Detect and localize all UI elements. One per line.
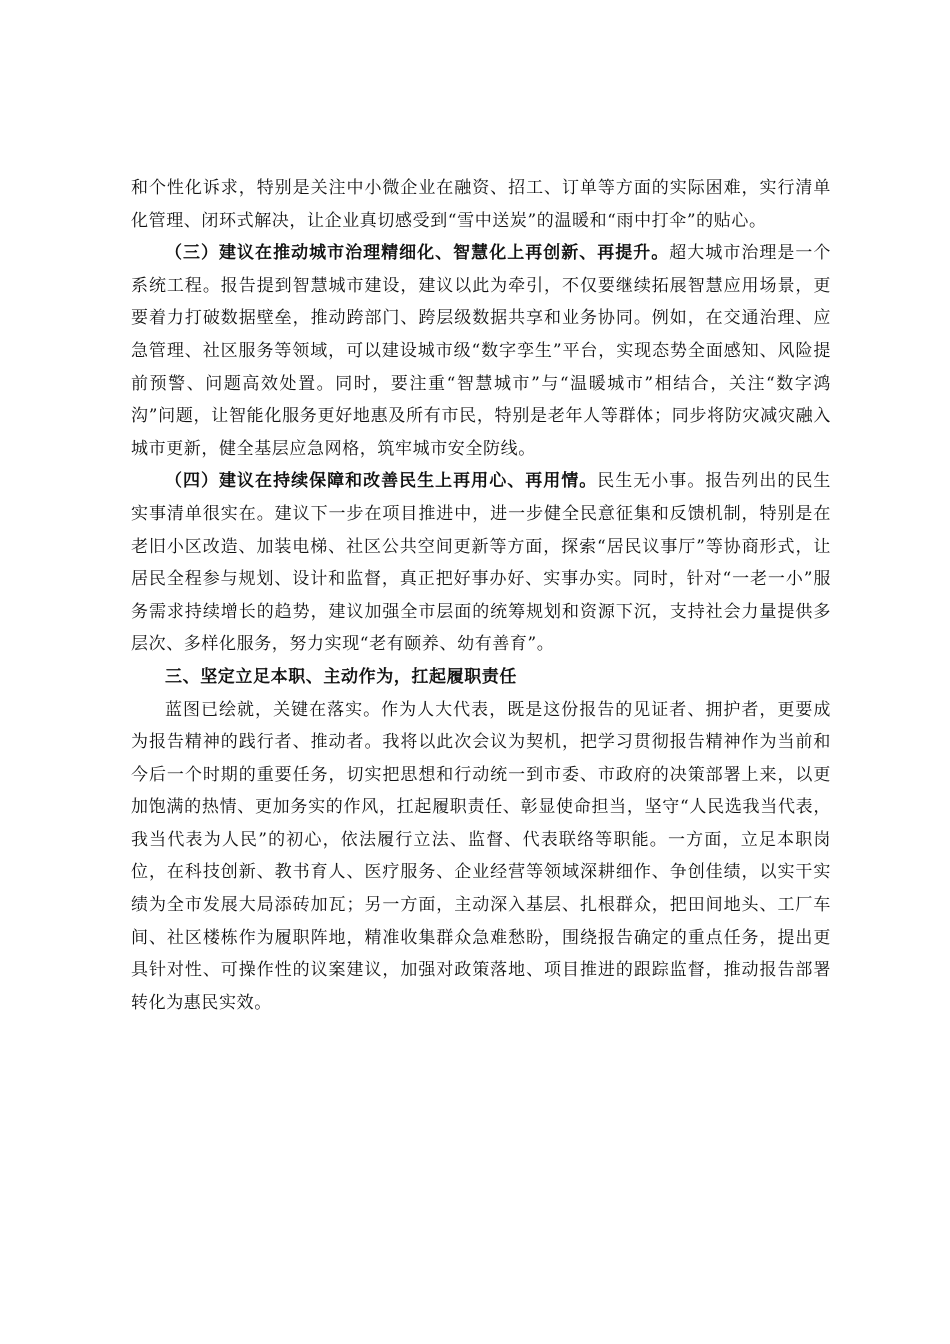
paragraph-text: 超大城市治理是一个系统工程。报告提到智慧城市建设，建议以此为牵引，不仅要继续拓展智慧应用场景，更要着力打破数据壁垒，推动跨部门、跨层级数据共享和业务协同。例如，在交通治理、应急管理、社区服务等领域，可以建设城市级“数字孪生”平台，实现态势全面感知、风险提前预警、问题高效处置。同时，要注重“智慧城市”与“温暖城市”相结合，关注“数字鸿沟”问题，让智能化服务更好地惠及所有市民，特别是老年人等群体；同步将防灾减灾融入城市更新，健全基层应急网格，筑牢城市安全防线。 (131, 243, 831, 459)
paragraph-lead: （四）建议在持续保障和改善民生上再用心、再用情。 (165, 471, 598, 492)
paragraph-suggestion-3 (131, 237, 831, 465)
section-heading: 三、坚定立足本职、主动作为，扛起履职责任 (165, 666, 517, 687)
paragraph-text: 民生无小事。报告列出的民生实事清单很实在。建议下一步在项目推进中，进一步健全民意征集和反馈机制，特别是在老旧小区改造、加装电梯、社区公共空间更新等方面，探索“居民议事厅”等协商形式，让居民全程参与规划、设计和监督，真正把好事办好、实事办实。同时，针对“一老一小”服务需求持续增长的趋势，建议加强全市层面的统筹规划和资源下沉，支持社会力量提供多层次、多样化服务，努力实现“老有颐养、幼有善育”。 (131, 471, 831, 655)
paragraph-lead: （三）建议在推动城市治理精细化、智慧化上再创新、再提升。 (165, 243, 670, 264)
paragraph-section-3: 蓝图已绘就，关键在落实。作为人大代表，既是这份报告的见证者、拥护者，更要成为报告精神的践行者、推动者。我将以此次会议为契机，把学习贯彻报告精神作为当前和今后一个时期的重要任务，切实把思想和行动统一到市委、市政府的决策部署上来，以更加饱满的热情、更加务实的作风，扛起履职责任、彰显使命担当，坚守“人民选我当代表，我当代表为人民”的初心，依法履行立法、监督、代表联络等职能。一方面，立足本职岗位，在科技创新、教书育人、医疗服务、企业经营等领域深耕细作、争创佳绩，以实干实绩为全市发展大局添砖加瓦；另一方面，主动深入基层、扎根群众，把田间地头、工厂车间、社区楼栋作为履职阵地，精准收集群众急难愁盼，围绕报告确定的重点任务，提出更具针对性、可操作性的议案建议，加强对政策落地、项目推进的跟踪监督，推动报告部署转化为惠民实效。 (131, 699, 831, 1013)
paragraph-suggestion-4 (131, 465, 831, 661)
document-body (131, 172, 831, 1019)
paragraph-continuation: 和个性化诉求，特别是关注中小微企业在融资、招工、订单等方面的实际困难，实行清单化管理、闭环式解决，让企业真切感受到“雪中送炭”的温暖和“雨中打伞”的贴心。 (131, 178, 831, 231)
